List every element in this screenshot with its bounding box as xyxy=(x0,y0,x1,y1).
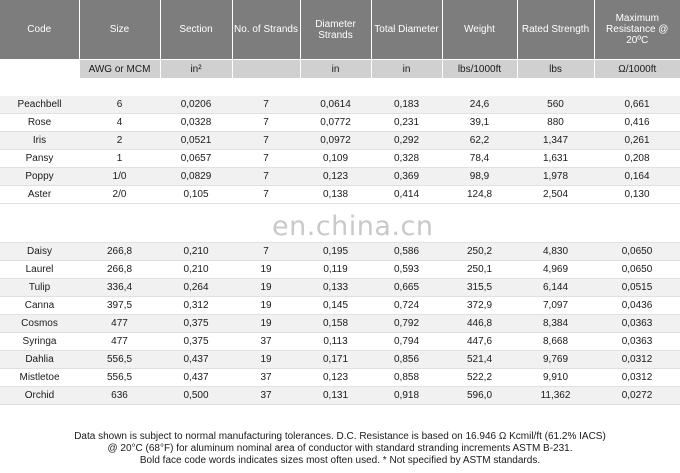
cell-total-diameter: 0,792 xyxy=(371,315,442,333)
cell-strands: 19 xyxy=(232,261,300,279)
cell-weight: 250,1 xyxy=(442,261,517,279)
cell-weight: 446,8 xyxy=(442,315,517,333)
cell-max-resistance: 0,0312 xyxy=(594,351,680,369)
cell-total-diameter: 0,231 xyxy=(371,114,442,132)
cell-total-diameter: 0,328 xyxy=(371,150,442,168)
header-strands: No. of Strands xyxy=(232,0,300,60)
cell-strands: 7 xyxy=(232,150,300,168)
cell-total-diameter: 0,292 xyxy=(371,132,442,150)
cell-diameter-strands: 0,0972 xyxy=(300,132,371,150)
cell-code: Peachbell xyxy=(0,96,79,114)
cell-rated-strength: 6,144 xyxy=(517,279,594,297)
cell-section: 0,105 xyxy=(160,186,232,204)
cell-weight: 98,9 xyxy=(442,168,517,186)
unit-size: AWG or MCM xyxy=(79,60,160,79)
cell-total-diameter: 0,414 xyxy=(371,186,442,204)
cell-max-resistance: 0,130 xyxy=(594,186,680,204)
cell-section: 0,437 xyxy=(160,351,232,369)
cell-weight: 521,4 xyxy=(442,351,517,369)
cell-section: 0,0328 xyxy=(160,114,232,132)
cell-max-resistance: 0,0272 xyxy=(594,387,680,405)
cell-code: Syringa xyxy=(0,333,79,351)
cell-diameter-strands: 0,113 xyxy=(300,333,371,351)
table-row xyxy=(0,351,680,369)
cell-rated-strength: 9,769 xyxy=(517,351,594,369)
cell-total-diameter: 0,918 xyxy=(371,387,442,405)
cell-diameter-strands: 0,0772 xyxy=(300,114,371,132)
cell-rated-strength: 7,097 xyxy=(517,297,594,315)
cell-total-diameter: 0,858 xyxy=(371,369,442,387)
cell-max-resistance: 0,661 xyxy=(594,96,680,114)
footnote xyxy=(0,431,680,467)
table-row xyxy=(0,132,680,150)
cell-size: 636 xyxy=(79,387,160,405)
cell-weight: 250,2 xyxy=(442,243,517,261)
cell-max-resistance: 0,0650 xyxy=(594,243,680,261)
spacer-row xyxy=(0,78,680,96)
cell-rated-strength: 560 xyxy=(517,96,594,114)
cell-rated-strength: 4,969 xyxy=(517,261,594,279)
cell-section: 0,210 xyxy=(160,243,232,261)
cell-size: 266,8 xyxy=(79,261,160,279)
units-row xyxy=(0,60,680,79)
cell-code: Dahlia xyxy=(0,351,79,369)
cell-max-resistance: 0,261 xyxy=(594,132,680,150)
cell-weight: 447,6 xyxy=(442,333,517,351)
unit-rated-strength: lbs xyxy=(517,60,594,79)
unit-code xyxy=(0,60,79,79)
header-total-diameter: Total Diameter xyxy=(371,0,442,60)
cell-size: 6 xyxy=(79,96,160,114)
cell-max-resistance: 0,416 xyxy=(594,114,680,132)
cell-size: 556,5 xyxy=(79,351,160,369)
table-row xyxy=(0,114,680,132)
cell-rated-strength: 8,668 xyxy=(517,333,594,351)
cell-section: 0,210 xyxy=(160,261,232,279)
cell-strands: 37 xyxy=(232,369,300,387)
header-code: Code xyxy=(0,0,79,60)
header-section: Section xyxy=(160,0,232,60)
cell-total-diameter: 0,586 xyxy=(371,243,442,261)
cell-diameter-strands: 0,158 xyxy=(300,315,371,333)
cell-strands: 7 xyxy=(232,96,300,114)
cell-weight: 596,0 xyxy=(442,387,517,405)
cell-size: 1 xyxy=(79,150,160,168)
unit-strands xyxy=(232,60,300,79)
cell-size: 477 xyxy=(79,315,160,333)
cell-total-diameter: 0,724 xyxy=(371,297,442,315)
cell-rated-strength: 2,504 xyxy=(517,186,594,204)
cell-size: 266,8 xyxy=(79,243,160,261)
cell-weight: 124,8 xyxy=(442,186,517,204)
cell-weight: 78,4 xyxy=(442,150,517,168)
cell-size: 477 xyxy=(79,333,160,351)
cell-code: Laurel xyxy=(0,261,79,279)
cell-size: 4 xyxy=(79,114,160,132)
cell-strands: 7 xyxy=(232,186,300,204)
cell-section: 0,0829 xyxy=(160,168,232,186)
cell-strands: 19 xyxy=(232,279,300,297)
cell-size: 2 xyxy=(79,132,160,150)
cell-total-diameter: 0,183 xyxy=(371,96,442,114)
cell-max-resistance: 0,0650 xyxy=(594,261,680,279)
cell-strands: 7 xyxy=(232,132,300,150)
unit-weight: lbs/1000ft xyxy=(442,60,517,79)
cell-max-resistance: 0,208 xyxy=(594,150,680,168)
table-row xyxy=(0,387,680,405)
cell-code: Iris xyxy=(0,132,79,150)
footnote-line: Bold face code words indicates sizes most often used. * Not specified by ASTM standards. xyxy=(139,455,541,466)
cell-max-resistance: 0,0515 xyxy=(594,279,680,297)
table-row xyxy=(0,168,680,186)
cell-code: Poppy xyxy=(0,168,79,186)
unit-max-resistance: Ω/1000ft xyxy=(594,60,680,79)
cell-section: 0,312 xyxy=(160,297,232,315)
cell-strands: 19 xyxy=(232,297,300,315)
cell-diameter-strands: 0,0614 xyxy=(300,96,371,114)
header-row xyxy=(0,0,680,60)
cell-rated-strength: 4,830 xyxy=(517,243,594,261)
cell-diameter-strands: 0,171 xyxy=(300,351,371,369)
cell-weight: 24,6 xyxy=(442,96,517,114)
cell-max-resistance: 0,0312 xyxy=(594,369,680,387)
table-row xyxy=(0,96,680,114)
header-size: Size xyxy=(79,0,160,60)
cell-size: 397,5 xyxy=(79,297,160,315)
header-rated-strength: Rated Strength xyxy=(517,0,594,60)
cell-total-diameter: 0,665 xyxy=(371,279,442,297)
unit-total-diameter: in xyxy=(371,60,442,79)
table-row xyxy=(0,243,680,261)
cell-diameter-strands: 0,123 xyxy=(300,369,371,387)
table-row xyxy=(0,150,680,168)
cell-weight: 315,5 xyxy=(442,279,517,297)
cell-diameter-strands: 0,109 xyxy=(300,150,371,168)
cell-weight: 39,1 xyxy=(442,114,517,132)
cell-strands: 7 xyxy=(232,243,300,261)
cell-strands: 37 xyxy=(232,387,300,405)
cell-section: 0,500 xyxy=(160,387,232,405)
cell-code: Tulip xyxy=(0,279,79,297)
cell-diameter-strands: 0,119 xyxy=(300,261,371,279)
table-row xyxy=(0,369,680,387)
cell-strands: 7 xyxy=(232,114,300,132)
cell-total-diameter: 0,593 xyxy=(371,261,442,279)
cell-rated-strength: 8,384 xyxy=(517,315,594,333)
cell-total-diameter: 0,794 xyxy=(371,333,442,351)
table-row xyxy=(0,279,680,297)
table-row xyxy=(0,261,680,279)
cell-section: 0,264 xyxy=(160,279,232,297)
cell-diameter-strands: 0,145 xyxy=(300,297,371,315)
cell-rated-strength: 1,978 xyxy=(517,168,594,186)
cell-rated-strength: 1,347 xyxy=(517,132,594,150)
cell-section: 0,0657 xyxy=(160,150,232,168)
cell-max-resistance: 0,164 xyxy=(594,168,680,186)
cell-section: 0,437 xyxy=(160,369,232,387)
cell-size: 556,5 xyxy=(79,369,160,387)
cell-code: Canna xyxy=(0,297,79,315)
cell-weight: 372,9 xyxy=(442,297,517,315)
unit-diameter-strands: in xyxy=(300,60,371,79)
table-row xyxy=(0,333,680,351)
cell-size: 1/0 xyxy=(79,168,160,186)
cell-strands: 7 xyxy=(232,168,300,186)
cell-strands: 19 xyxy=(232,315,300,333)
cell-section: 0,0521 xyxy=(160,132,232,150)
footnote-line: Data shown is subject to normal manufacturing tolerances. D.C. Resistance is based on 16.946 Ω Kcmil/ft (61.2% IACS) xyxy=(74,431,606,442)
table-row xyxy=(0,186,680,204)
cell-code: Aster xyxy=(0,186,79,204)
cell-section: 0,375 xyxy=(160,315,232,333)
cell-total-diameter: 0,369 xyxy=(371,168,442,186)
cell-diameter-strands: 0,138 xyxy=(300,186,371,204)
cell-strands: 19 xyxy=(232,351,300,369)
cell-code: Daisy xyxy=(0,243,79,261)
cell-weight: 522,2 xyxy=(442,369,517,387)
cell-code: Pansy xyxy=(0,150,79,168)
cell-code: Mistletoe xyxy=(0,369,79,387)
cell-rated-strength: 1,631 xyxy=(517,150,594,168)
cell-total-diameter: 0,856 xyxy=(371,351,442,369)
cell-diameter-strands: 0,131 xyxy=(300,387,371,405)
header-diameter-strands: Diameter Strands xyxy=(300,0,371,60)
header-max-resistance: Maximum Resistance @ 20ºC xyxy=(594,0,680,60)
cell-max-resistance: 0,0363 xyxy=(594,315,680,333)
unit-section: in² xyxy=(160,60,232,79)
cell-size: 336,4 xyxy=(79,279,160,297)
cell-weight: 62,2 xyxy=(442,132,517,150)
cell-section: 0,0206 xyxy=(160,96,232,114)
cell-rated-strength: 880 xyxy=(517,114,594,132)
header-weight: Weight xyxy=(442,0,517,60)
cell-section: 0,375 xyxy=(160,333,232,351)
cell-rated-strength: 9,910 xyxy=(517,369,594,387)
cell-code: Orchid xyxy=(0,387,79,405)
cell-code: Cosmos xyxy=(0,315,79,333)
cell-diameter-strands: 0,123 xyxy=(300,168,371,186)
table-row xyxy=(0,297,680,315)
cell-code: Rose xyxy=(0,114,79,132)
cell-max-resistance: 0,0436 xyxy=(594,297,680,315)
cell-diameter-strands: 0,195 xyxy=(300,243,371,261)
watermark-text: en.china.cn xyxy=(272,211,434,242)
cell-diameter-strands: 0,133 xyxy=(300,279,371,297)
footnote-line: @ 20°C (68°F) for aluminum nominal area of conductor with standard stranding increments ASTM B-231. xyxy=(107,443,573,454)
cell-size: 2/0 xyxy=(79,186,160,204)
cell-max-resistance: 0,0363 xyxy=(594,333,680,351)
table-row xyxy=(0,315,680,333)
cell-strands: 37 xyxy=(232,333,300,351)
cell-rated-strength: 11,362 xyxy=(517,387,594,405)
